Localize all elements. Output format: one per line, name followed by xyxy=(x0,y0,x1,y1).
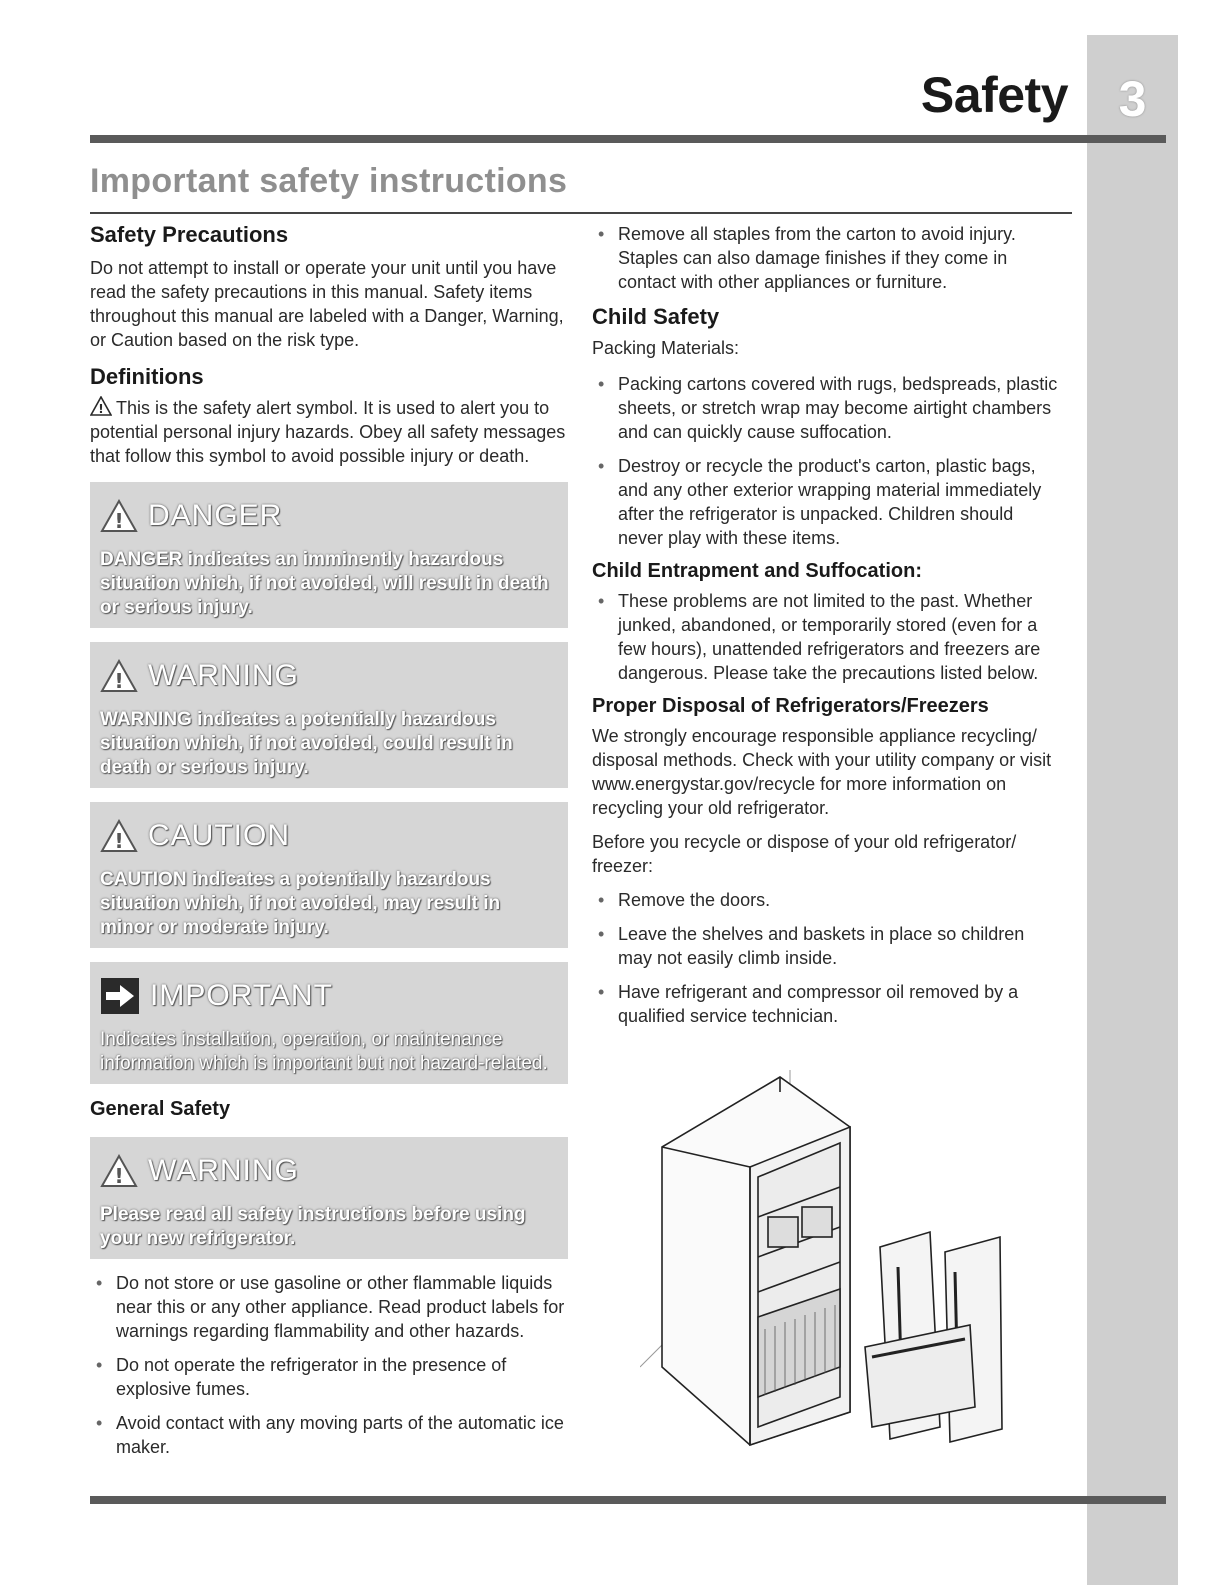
safety-alert-triangle-icon xyxy=(100,659,138,693)
definitions-heading: Definitions xyxy=(90,364,204,389)
disposal-text: We strongly encourage responsible appliance recycling/ disposal methods. Check with your utility company or visit www.energystar.gov/recycle for more information on recycling your old refrigerator. xyxy=(592,726,1052,818)
important-text: Indicates installation, operation, or maintenance information which is important but not hazard-related. xyxy=(100,1029,548,1074)
packing-materials-label: Packing Materials: xyxy=(592,338,740,358)
important-notice xyxy=(90,962,568,1084)
warning-text: WARNING indicates a potentially hazardous situation which, if not avoided, could result in death or serious injury. xyxy=(100,709,513,778)
list-item: • Do not operate the refrigerator in the presence of explosive fumes. xyxy=(90,1353,568,1401)
section-heading: Important safety instructions xyxy=(90,162,568,200)
general-safety-heading: General Safety xyxy=(90,1098,231,1120)
danger-text: DANGER indicates an imminently hazardous situation which, if not avoided, will result in death or serious injury. xyxy=(100,549,549,618)
list-item: • Avoid contact with any moving parts of the automatic ice maker. xyxy=(90,1411,568,1459)
definitions-text: This is the safety alert symbol. It is used to alert you to potential personal injury hazards. Obey all safety messages that follow this symbol to avoid possible injury or death. xyxy=(90,398,566,466)
warning-label: WARNING xyxy=(148,659,299,692)
danger-notice xyxy=(90,482,568,628)
list-item: • Remove the doors. xyxy=(592,888,1062,912)
top-divider xyxy=(90,135,1166,143)
list-item: • Remove all staples from the carton to avoid injury. Staples can also damage finishes if they come in contact with other appliances or furniture. xyxy=(592,222,1062,294)
safety-alert-icon xyxy=(90,396,112,416)
caution-label: CAUTION xyxy=(148,819,290,852)
child-safety-heading: Child Safety xyxy=(592,304,720,329)
before-recycle-text: Before you recycle or dispose of your old refrigerator/ freezer: xyxy=(592,832,1017,876)
important-label: IMPORTANT xyxy=(150,979,333,1012)
svg-text:!: ! xyxy=(114,1164,124,1188)
safety-alert-triangle-icon xyxy=(100,1154,138,1188)
entrapment-list xyxy=(592,589,1062,685)
page-title: Safety xyxy=(920,67,1068,123)
svg-text:!: ! xyxy=(114,669,124,693)
list-item: • Destroy or recycle the product's carton, plastic bags, and any other exterior wrapping material immediately after the refrigerator is unpacked. Children should never play with these items. xyxy=(592,454,1062,550)
disposal-list xyxy=(592,888,1062,1028)
safety-precautions-text: Do not attempt to install or operate your unit until you have read the safety precautions in this manual. Safety items throughout this manual are labeled with a Danger, Warning, or Caution based on the risk type. xyxy=(90,258,564,350)
svg-text:!: ! xyxy=(98,402,104,416)
general-warning-label: WARNING xyxy=(148,1154,299,1187)
list-item: • Leave the shelves and baskets in place so children may not easily climb inside. xyxy=(592,922,1062,970)
list-item: • Do not store or use gasoline or other flammable liquids near this or any other appliance. Read product labels for warnings regarding flammability and other hazards. xyxy=(90,1271,568,1343)
bottom-divider xyxy=(90,1496,1166,1504)
refrigerator-illustration xyxy=(640,1067,1030,1447)
side-tab-band xyxy=(1087,35,1178,1585)
list-item: • Have refrigerant and compressor oil removed by a qualified service technician. xyxy=(592,980,1062,1028)
arrow-box-icon xyxy=(100,977,140,1015)
child-safety-list xyxy=(592,372,1062,550)
general-warning-text: Please read all safety instructions before using your new refrigerator. xyxy=(100,1204,526,1249)
safety-alert-triangle-icon xyxy=(100,819,138,853)
list-item: • Packing cartons covered with rugs, bedspreads, plastic sheets, or stretch wrap may become airtight chambers and can quickly cause suffocation. xyxy=(592,372,1062,444)
safety-alert-triangle-icon xyxy=(100,499,138,533)
entrapment-heading: Child Entrapment and Suffocation: xyxy=(592,560,922,582)
disposal-heading: Proper Disposal of Refrigerators/Freezers xyxy=(592,695,989,717)
caution-text: CAUTION indicates a potentially hazardous situation which, if not avoided, may result in minor or moderate injury. xyxy=(100,869,501,938)
page-number: 3 xyxy=(1118,71,1147,127)
svg-text:!: ! xyxy=(114,509,124,533)
list-item: • These problems are not limited to the past. Whether junked, abandoned, or temporarily stored (even for a few hours), unattended refrigerators and freezers are dangerous. Please take the precautions listed below. xyxy=(592,589,1062,685)
right-column xyxy=(592,222,1062,1038)
svg-text:!: ! xyxy=(114,829,124,853)
staples-list xyxy=(592,222,1062,294)
left-column xyxy=(90,222,568,1469)
caution-notice xyxy=(90,802,568,948)
general-warning-notice xyxy=(90,1137,568,1259)
danger-label: DANGER xyxy=(148,499,283,532)
safety-precautions-heading: Safety Precautions xyxy=(90,222,289,247)
definitions-paragraph xyxy=(90,396,568,468)
warning-notice xyxy=(90,642,568,788)
section-divider xyxy=(90,212,1072,214)
general-safety-list xyxy=(90,1271,568,1459)
